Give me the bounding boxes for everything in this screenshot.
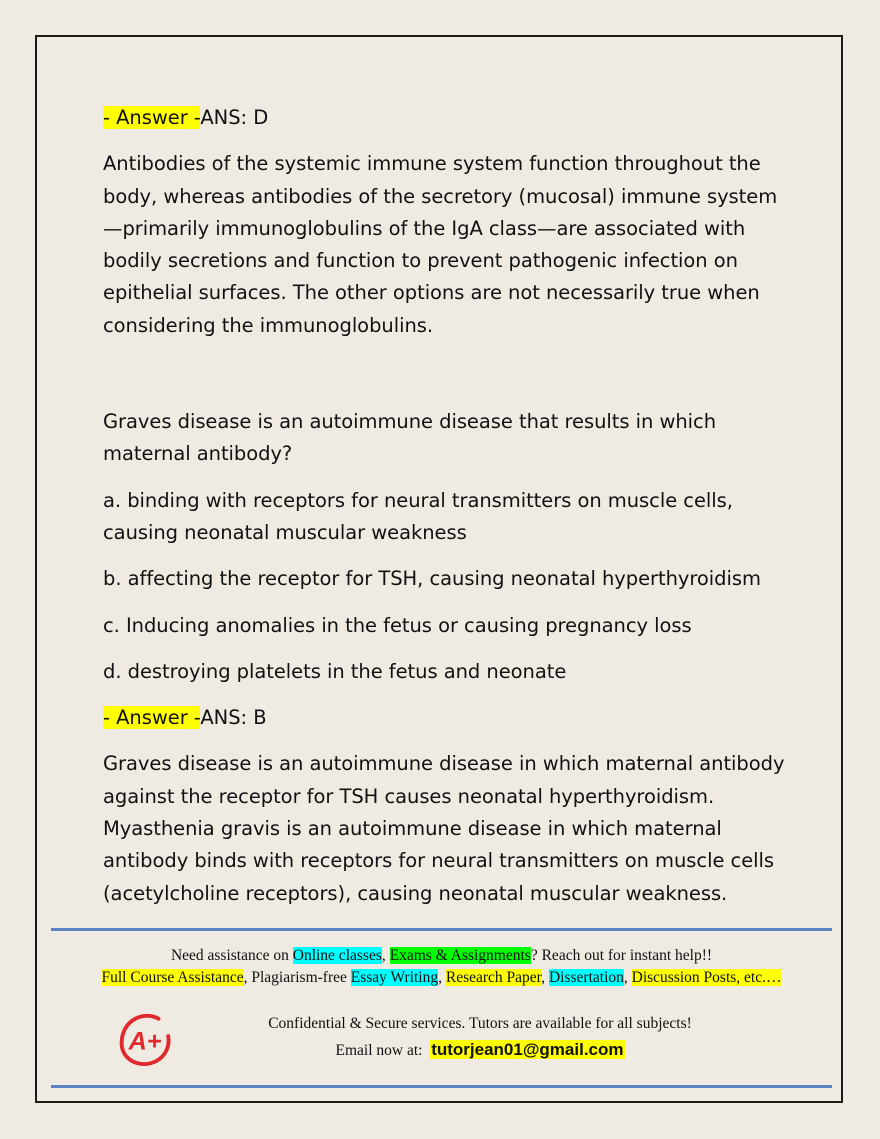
answer-line-2 <box>103 702 793 734</box>
answer-label: - Answer - <box>103 706 201 730</box>
footer-contact <box>180 1013 780 1062</box>
dissertation-link[interactable]: Dissertation <box>548 969 624 986</box>
footer-text: , <box>541 969 549 986</box>
option-d: d. destroying platelets in the fetus and neonate <box>103 659 567 683</box>
footer-email-line <box>180 1039 780 1062</box>
answer-label: - Answer - <box>103 106 201 129</box>
essay-writing-link[interactable]: Essay Writing <box>350 969 439 986</box>
footer-text: , Plagiarism-free <box>243 969 351 986</box>
footer-text: , <box>381 947 390 964</box>
footer-promo <box>51 945 832 989</box>
research-paper-link[interactable]: Research Paper <box>445 969 542 986</box>
footer-text: , <box>623 969 632 986</box>
footer-text: ? Reach out for instant help!! <box>530 947 713 964</box>
email-link[interactable]: tutorjean01@gmail.com <box>431 1040 624 1059</box>
full-course-link[interactable]: Full Course Assistance <box>101 969 244 986</box>
option-c: c. Inducing anomalies in the fetus or causing pregnancy loss <box>103 613 692 637</box>
footer-line-2 <box>51 967 832 989</box>
explanation-1: Antibodies of the systemic immune system function throughout the body, whereas antibodies of the secretory (mucosal) immune system—primarily immunoglobulins of the IgA class—are associated with bodily secretions and function to prevent pathogenic infection on epithelial surfaces. The other options are not necessarily true when considering the immunoglobulins. <box>103 152 778 337</box>
footer-rule-top <box>51 928 832 931</box>
a-plus-logo-icon <box>116 1011 174 1069</box>
option-a: a. binding with receptors for neural transmitters on muscle cells, causing neonatal muscular weakness <box>103 488 733 544</box>
answer-value: ANS: B <box>200 706 267 730</box>
footer-rule-bottom <box>51 1085 832 1088</box>
footer-text: , <box>438 969 446 986</box>
option-b: b. affecting the receptor for TSH, causing neonatal hyperthyroidism <box>103 567 761 591</box>
answer-line-1 <box>103 102 793 134</box>
email-label: Email now at: <box>335 1042 423 1059</box>
footer-text: Need assistance on <box>170 947 293 964</box>
footer-line-1 <box>51 945 832 967</box>
discussion-posts-link[interactable]: Discussion Posts, etc.… <box>631 969 782 986</box>
answer-value: ANS: D <box>200 106 269 129</box>
exams-assignments-link[interactable]: Exams & Assignments <box>389 947 531 964</box>
online-classes-link[interactable]: Online classes <box>292 947 382 964</box>
footer-line-3: Confidential & Secure services. Tutors are available for all subjects! <box>268 1015 692 1032</box>
explanation-2: Graves disease is an autoimmune disease in which maternal antibody against the receptor for TSH causes neonatal hyperthyroidism. Myasthenia gravis is an autoimmune disease in which maternal antibody binds with receptors for neural transmitters on muscle cells (acetylcholine receptors), causing neonatal muscular weakness. <box>103 752 785 905</box>
question-stem: Graves disease is an autoimmune disease that results in which maternal antibody? <box>103 410 717 466</box>
logo-text: A+ <box>128 1027 162 1056</box>
document-body <box>103 102 793 924</box>
